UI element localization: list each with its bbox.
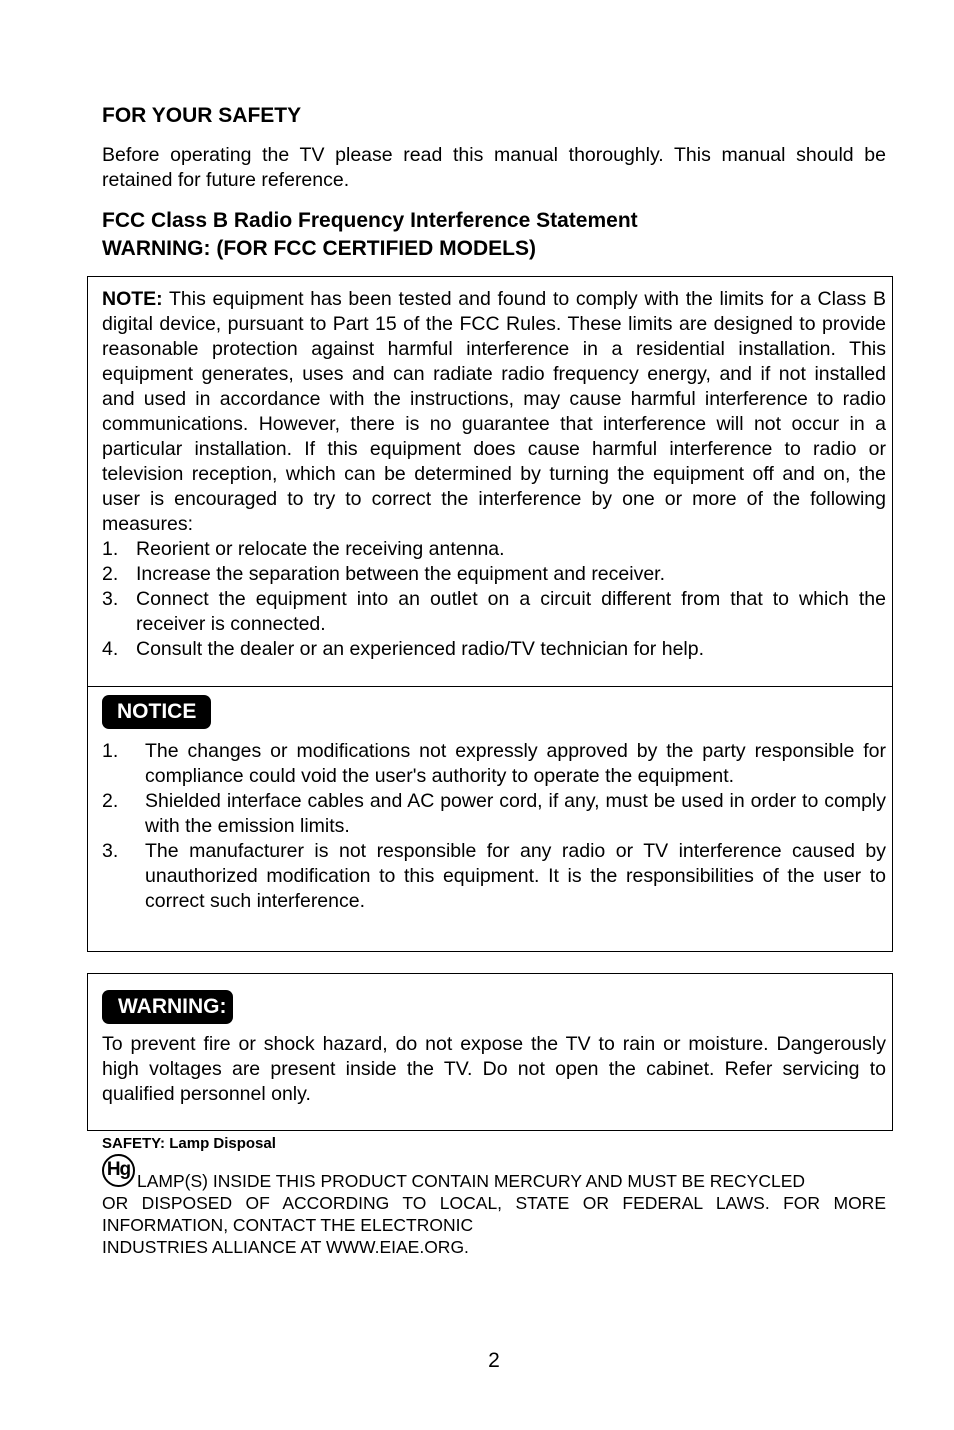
notice-badge: NOTICE [102,695,211,729]
list-item-text: Increase the separation between the equipment and receiver. [136,563,666,585]
list-item-number: 4. [102,638,119,660]
list-item-text: The changes or modifications not expressly approved by the party responsible for compliance could void the user's authority to operate the equipment. [145,740,886,787]
lamp-text-line-3: INFORMATION, CONTACT THE ELECTRONIC [102,1215,474,1235]
warning-box [87,973,893,1131]
lamp-disposal-title: SAFETY: Lamp Disposal [102,1135,276,1152]
mercury-hg-icon: Hg [102,1154,135,1187]
list-item-number: 2. [102,563,119,585]
note-text: This equipment has been tested and found to comply with the limits for a Class B digital device, pursuant to Part 15 of the FCC Rules. These limits are designed to provide reasonable protection against harmful interference in a residential installation. This equipment generates, uses and can radiate radio frequency energy, and if not installed and used in accordance with the instructions, may cause harmful interference to radio communications. However, there is no guarantee that interference will not occur in a particular installation. If this equipment does cause harmful interference to radio or television reception, which can be determined by turning the equipment off and on, the user is encouraged to try to correct the interference by one or more of the following measures: [102,288,886,535]
list-item-number: 1. [102,740,119,762]
list-item-text: Reorient or relocate the receiving antenna. [136,538,505,560]
list-item-number: 3. [102,840,119,862]
list-item [102,587,886,637]
note-label: NOTE: [102,288,163,310]
list-item [102,789,886,839]
warning-text: To prevent fire or shock hazard, do not expose the TV to rain or moisture. Dangerously high voltages are present inside the TV. Do not open the cabinet. Refer servicing to qualified personnel only. [102,1033,886,1105]
lamp-text-line-1-content: LAMP(S) INSIDE THIS PRODUCT CONTAIN MERCURY AND MUST BE RECYCLED [137,1171,806,1191]
list-item [102,637,886,662]
notice-box [87,686,893,952]
lamp-disposal-text [102,1158,886,1258]
lamp-text-line-2: OR DISPOSED OF ACCORDING TO LOCAL, STATE OR FEDERAL LAWS. FOR MORE [102,1193,886,1213]
fcc-measures-list [102,537,886,662]
fcc-statement-title [102,207,892,263]
lamp-text-line-1 [102,1158,886,1192]
list-item-text: Shielded interface cables and AC power cord, if any, must be used in order to comply with the emission limits. [145,790,886,837]
list-item-text: Connect the equipment into an outlet on a circuit different from that to which the receiver is connected. [136,588,886,635]
list-item-number: 1. [102,538,119,560]
list-item [102,839,886,914]
list-item-text: The manufacturer is not responsible for any radio or TV interference caused by unauthorized modification to this equipment. It is the responsibilities of the user to correct such interference. [145,840,886,912]
list-item [102,537,886,562]
page-number: 2 [488,1349,500,1372]
list-item [102,739,886,789]
list-item-text: Consult the dealer or an experienced radio/TV technician for help. [136,638,705,660]
notice-list [102,739,886,914]
safety-heading: FOR YOUR SAFETY [102,104,302,127]
fcc-title-line-1: FCC Class B Radio Frequency Interference Statement [102,209,638,232]
lamp-text-line-4: INDUSTRIES ALLIANCE AT WWW.EIAE.ORG. [102,1237,469,1257]
fcc-title-line-2: WARNING: (FOR FCC CERTIFIED MODELS) [102,237,536,260]
fcc-note-paragraph [102,287,886,537]
intro-paragraph: Before operating the TV please read this manual thoroughly. This manual should be retained for future reference. [102,144,886,191]
list-item-number: 3. [102,588,119,610]
warning-badge: WARNING: [102,990,233,1024]
fcc-note-content [102,287,886,662]
fcc-note-box [87,276,893,687]
list-item-number: 2. [102,790,119,812]
list-item [102,562,886,587]
